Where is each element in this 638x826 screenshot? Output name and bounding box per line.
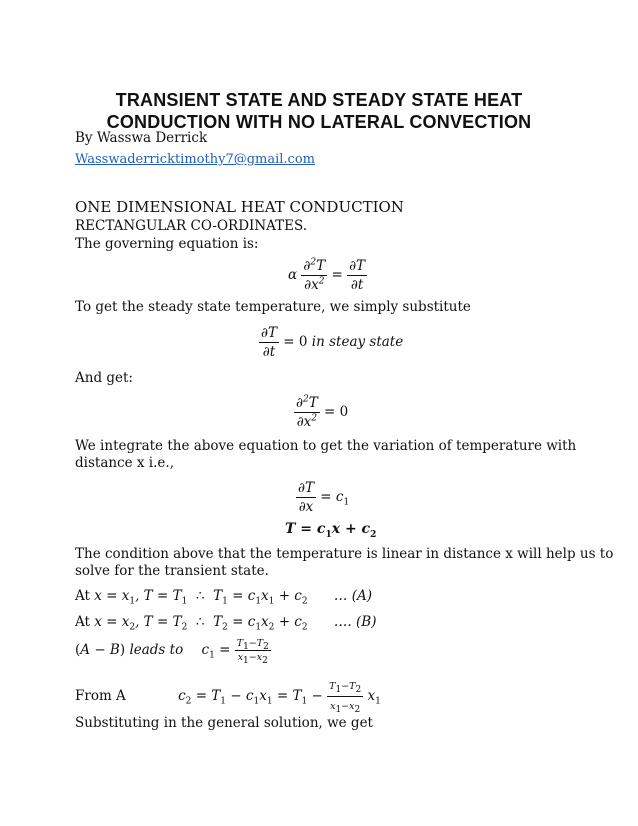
general-solution: $T = c_1x + c_2$ <box>285 521 377 540</box>
leads-to-text: leads to <box>129 642 184 658</box>
integrate-text-line-2: distance x i.e., <box>75 455 174 471</box>
governing-text: The governing equation is: <box>75 236 259 252</box>
condition-text-line-2: solve for the transient state. <box>75 563 269 579</box>
governing-equation: α $\frac{\partial^2T}{\partial x^2}$ = $\frac{\partial T}{\partial t}$ <box>288 257 366 293</box>
label-a: (A) <box>351 588 372 604</box>
author-line: By Wasswa Derrick <box>75 130 208 146</box>
condition-b-line: At $x = x_2$, $T = T_2$ ∴ $T_2 = c_1x_2 + c_2$ …. (B) <box>75 614 377 633</box>
condition-text-line-1: The condition above that the temperature is linear in distance x will help us to <box>75 546 614 562</box>
substituting-text: Substituting in the general solution, we get <box>75 715 373 731</box>
c1-derivation: (A − B) leads to $c_1$ = $\frac{T_1-T_2}{x_1-x_2}$ <box>75 638 269 666</box>
c2-derivation: From A $c_2 = T_1 - c_1x_1 = T_1$ − $\frac{T_1-T_2}{x_1-x_2}$ $x_1$ <box>75 678 381 715</box>
condition-a-line: At $x = x_1$, $T = T_1$ ∴ $T_1 = c_1x_1 + c_2$ … (A) <box>75 588 372 607</box>
second-derivative-equation: $\frac{\partial^2T}{\partial x^2}$ = 0 <box>296 394 349 430</box>
author-email-link[interactable]: Wasswaderricktimothy7@gmail.com <box>75 152 315 167</box>
from-a-label: From A <box>75 688 126 704</box>
section-heading: ONE DIMENSIONAL HEAT CONDUCTION <box>75 198 404 216</box>
steady-state-equation: $\frac{\partial T}{\partial t}$ = 0 in steay state <box>261 325 404 360</box>
integrate-text-line-1: We integrate the above equation to get the variation of temperature with <box>75 438 577 454</box>
steady-state-text: To get the steady state temperature, we simply substitute <box>75 299 471 315</box>
first-derivative-equation: $\frac{\partial T}{\partial x}$ = $c_1$ <box>298 480 350 515</box>
subheading: RECTANGULAR CO-ORDINATES. <box>75 218 308 234</box>
steady-state-note: in steay state <box>311 334 404 350</box>
document-title-line-2: CONDUCTION WITH NO LATERAL CONVECTION <box>106 112 532 132</box>
document-title-line-1: TRANSIENT STATE AND STEADY STATE HEAT <box>115 90 523 110</box>
and-get-text: And get: <box>75 370 133 386</box>
label-b: (B) <box>356 614 377 630</box>
